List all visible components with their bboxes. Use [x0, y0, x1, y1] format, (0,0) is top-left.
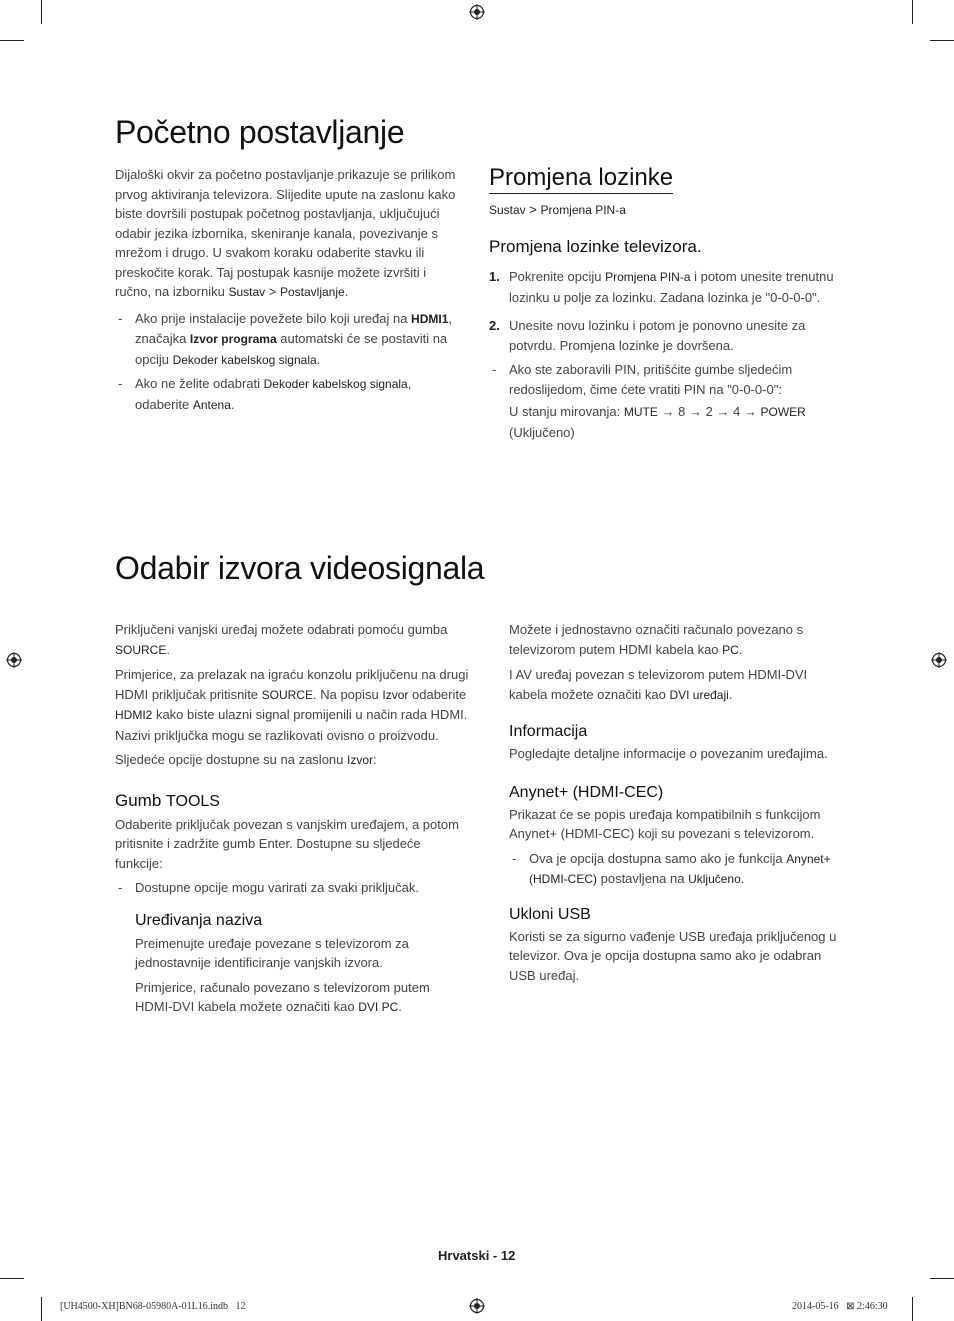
list-item: - Ako ste zaboravili PIN, pritišćite gumbe sljedećim redoslijedom, čime ćete vratiti PIN na "0-0-0-0": [492, 362, 793, 397]
standby-sequence: U stanju mirovanja: MUTE → 8 → 2 → 4 → POWER (Uključeno) [509, 404, 806, 440]
paragraph: Koristi se za sigurno vađenje USB uređaja priključenog u televizor. Ova je opcija dostupna samo ako je odabran USB uređaj. [509, 928, 837, 983]
paragraph: Priključeni vanjski uređaj možete odabrati pomoću gumba SOURCE. [115, 622, 448, 657]
subsection-heading: Gumb TOOLS [115, 790, 220, 810]
paragraph: Sljedeće opcije dostupne su na zaslonu Izvor: [115, 752, 377, 767]
registration-mark-icon [469, 1298, 485, 1314]
page-title: Početno postavljanje [115, 114, 405, 150]
list-item: - Dostupne opcije mogu varirati za svaki priključak. [118, 880, 419, 895]
section-heading: Promjena lozinke [489, 164, 673, 194]
paragraph: Možete i jednostavno označiti računalo povezano s televizorom putem HDMI kabela kao PC. [509, 622, 804, 657]
paragraph: Prikazat će se popis uređaja kompatibilnih s funkcijom Anynet+ (HDMI-CEC) koji su povezani s televizorom. [509, 806, 821, 841]
subsection-heading: Anynet+ (HDMI-CEC) [509, 783, 664, 801]
subsection-heading: Informacija [509, 723, 588, 740]
paragraph: Odaberite priključak povezan s vanjskim uređajem, a potom pritisnite i zadržite gumb Enter. Dostupne su sljedeće funkcije: [115, 816, 459, 871]
paragraph: Primjerice, računalo povezano s televizorom putem HDMI-DVI kabela možete označiti kao DVI PC. [135, 979, 430, 1014]
source-right-column [509, 620, 839, 985]
password-column [489, 164, 839, 442]
crop-mark [0, 40, 24, 41]
crop-mark [0, 1278, 24, 1279]
paragraph: I AV uređaj povezan s televizorom putem HDMI-DVI kabela možete označiti kao DVI uređaji. [509, 667, 808, 702]
paragraph: Pogledajte detaljne informacije o povezanim uređajima. [509, 746, 828, 761]
breadcrumb: Sustav > Promjena PIN-a [489, 202, 626, 217]
rename-block [115, 912, 470, 1018]
crop-mark [930, 1278, 954, 1279]
print-imprint-left: [UH4500-XH]BN68-05980A-01L16.indb 12 [60, 1301, 246, 1312]
initial-setup-column [115, 165, 465, 415]
subsection-heading: Promjena lozinke televizora. [489, 237, 702, 256]
initial-setup-intro: Dijaloški okvir za početno postavljanje prikazuje se prilikom prvog aktiviranja televizora. Slijedite upute na zaslonu kako biste dovršili postupak početnog postavljanja, uključujući odabir jezika izbornika, skeniranje kanala, povezivanje s mrežom i drugo. U svakom koraku odaberite stavku ili preskočite korak. Taj postupak kasnije možete izvršiti i ručno, na izborniku Sustav > Postavljanje. [115, 167, 456, 299]
subsection-heading: Uređivanja naziva [135, 911, 263, 929]
list-item: - Ako ne želite odabrati Dekoder kabelskog signala, odaberite Antena. [118, 376, 412, 412]
list-item: 2. Unesite novu lozinku i potom je ponovno unesite za potvrdu. Promjena lozinke je dovršena. [489, 318, 806, 353]
source-left-column [115, 620, 470, 1018]
paragraph: Primjerice, za prelazak na igraću konzolu priključenu na drugi HDMI priključak pritisnite SOURCE. Na popisu Izvor odaberite HDMI2 kako biste ulazni signal promijenili u način rada HDMI. Nazivi priključka mogu se razlikovati ovisno o proizvodu. [115, 667, 469, 743]
crop-mark [912, 1297, 913, 1321]
print-imprint-right: 2014-05-16 ⊠ 2:46:30 [792, 1301, 888, 1312]
list-item: - Ako prije instalacije povežete bilo koji uređaj na HDMI1, značajka Izvor programa automatski će se postaviti na opciju Dekoder kabelskog signala. [118, 310, 453, 367]
crop-mark [41, 0, 42, 24]
paragraph: Preimenujte uređaje povezane s televizorom za jednostavnije identificiranje vanjskih izvora. [135, 935, 409, 970]
crop-mark [41, 1297, 42, 1321]
section-title: Odabir izvora videosignala [115, 550, 485, 586]
page-number: Hrvatski - 12 [438, 1248, 516, 1263]
crop-mark [912, 0, 913, 24]
list-item: - Ova je opcija dostupna samo ako je funkcija Anynet+ (HDMI-CEC) postavljena na Uključeno. [512, 850, 831, 886]
crop-mark [930, 40, 954, 41]
registration-mark-icon [931, 652, 947, 668]
list-item: 1. Pokrenite opciju Promjena PIN-a i potom unesite trenutnu lozinku u polje za lozinku. Zadana lozinka je "0-0-0-0". [489, 269, 834, 305]
registration-mark-icon [6, 652, 22, 668]
registration-mark-icon [469, 4, 485, 20]
subsection-heading: Ukloni USB [509, 905, 591, 923]
